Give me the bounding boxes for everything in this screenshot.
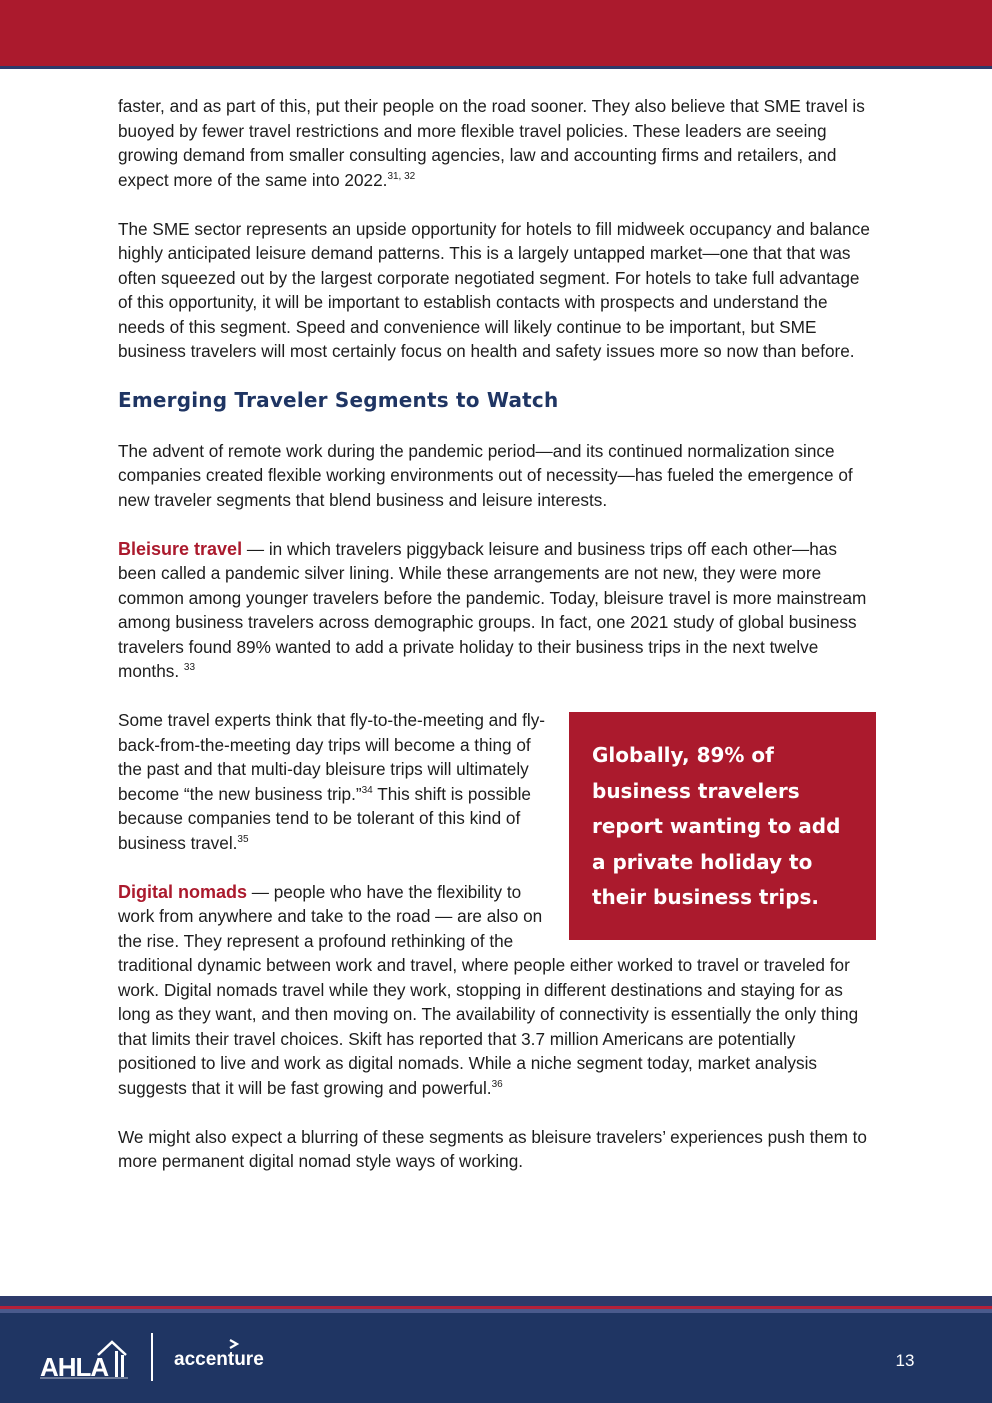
paragraph: We might also expect a blurring of these segments as bleisure travelers’ experiences push them to more permanent digital nomad style ways of working. xyxy=(118,1126,867,1171)
paragraph-text: This shift is possible because companies tend to be tolerant of this kind of business travel. xyxy=(118,783,531,853)
paragraph xyxy=(118,94,876,192)
paragraph-text: faster, and as part of this, put their people on the road sooner. They also believe that SME travel is buoyed by fewer travel restrictions and more flexible travel policies. These leaders are seeing growing demand from smaller consulting agencies, law and accounting firms and retailers, and expect more of the same into 2022. xyxy=(118,96,865,190)
footer-stripe xyxy=(0,1296,992,1306)
paragraph-text: — in which travelers piggyback leisure and business trips off each other—has been called a pandemic silver lining. While these arrangements are not new, they were more common among younger travelers before the pandemic. Today, bleisure travel is more mainstream among business travelers across demographic groups. In fact, one 2021 study of global business travelers found 89% wanted to add a private holiday to their business trips in the next twelve months. xyxy=(118,538,867,681)
ahla-logo xyxy=(40,1337,130,1383)
ahla-logo-text: AHLA xyxy=(40,1352,109,1382)
term-digital-nomads: Digital nomads xyxy=(118,881,248,902)
section-heading: Emerging Traveler Segments to Watch xyxy=(118,388,559,412)
header-band xyxy=(0,0,992,69)
footnote-ref: 34 xyxy=(361,784,373,796)
callout-text: Globally, 89% of business travelers report wanting to add a private holiday to their business trips. xyxy=(592,743,841,909)
page-number: 13 xyxy=(895,1351,915,1370)
page-content xyxy=(118,94,876,1198)
footnote-ref: 36 xyxy=(491,1078,503,1090)
footnote-ref: 35 xyxy=(237,833,249,845)
accenture-logo-text: accenture xyxy=(174,1349,264,1370)
paragraph-text: Some travel experts think that fly-to-the-meeting and fly-back-from-the-meeting day trips will become a thing of the past and that multi-day bleisure trips will ultimately become “the new business trip.” xyxy=(118,710,546,804)
footnote-ref: 31, 32 xyxy=(387,170,416,182)
footer-divider xyxy=(151,1333,153,1381)
ahla-logo-tagline xyxy=(40,1377,128,1379)
paragraph: The advent of remote work during the pandemic period—and its continued normalization since companies created flexible working environments out of necessity—has fueled the emergence of new traveler segments that blend business and leisure interests. xyxy=(118,440,853,510)
footnote-ref: 33 xyxy=(183,662,196,673)
accenture-logo xyxy=(174,1341,274,1377)
footer xyxy=(0,1313,992,1403)
paragraph: The SME sector represents an upside opportunity for hotels to fill midweek occupancy and balance highly anticipated leisure demand patterns. This is a largely untapped market—one that that was often squeezed out by the largest corporate negotiated segment. For hotels to take full advantage of this opportunity, it will be important to establish contacts with prospects and understand the needs of this segment. Speed and convenience will likely continue to be important, but SME business travelers will most certainly focus on health and safety issues more so now than before. xyxy=(118,218,870,361)
term-bleisure-travel: Bleisure travel xyxy=(118,538,243,559)
callout-box xyxy=(569,712,876,940)
paragraph-text: — people who have the flexibility to work from anywhere and take to the road — are also on the rise. They represent a profound rethinking of the traditional dynamic between work and travel, where people either worked to travel or traveled for work. Digital nomads travel while they work, stopping in different destinations and staying for as long as they want, and then moving on. The availability of connectivity is essentially the only thing that limits their travel choices. Skift has reported that 3.7 million Americans are potentially positioned to live and work as digital nomads. While a niche segment today, market analysis suggests that it will be fast growing and powerful. xyxy=(118,881,859,1098)
paragraph xyxy=(118,537,876,684)
